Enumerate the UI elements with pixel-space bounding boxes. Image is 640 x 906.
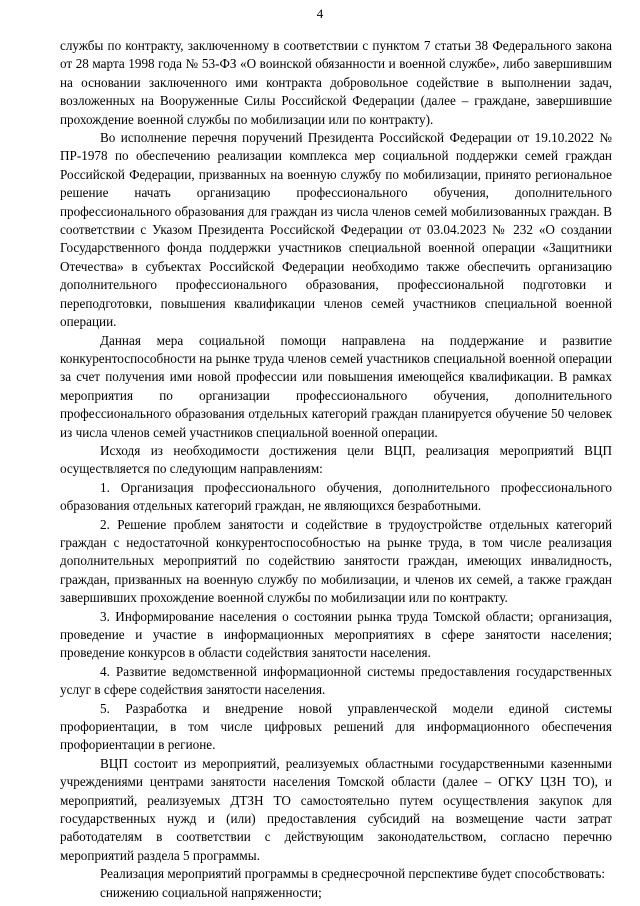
document-body <box>60 37 612 902</box>
list-item-5: 5. Разработка и внедрение новой управленческой модели единой системы профориентации, в том числе цифровых решений для информационного обеспечения профориентации в регионе. <box>60 700 612 753</box>
paragraph-expected-result-1: снижению социальной напряженности; <box>100 884 322 900</box>
paragraph-social-support-measure: Данная мера социальной помощи направлена на поддержание и развитие конкурентоспособности на рынке труда членов семей участников специальной военной операции за счет получения ими новой профессии или повышения имеющейся квалификации. В рамках мероприятия по организации профессионального обучения, дополнительного профессионального образования отдельных категорий граждан планируется обучение 50 человек из числа членов семей участников специальной военной операции. <box>60 332 612 440</box>
paragraph-directions-intro: Исходя из необходимости достижения цели ВЦП, реализация мероприятий ВЦП осуществляется по следующим направлениям: <box>60 442 612 477</box>
list-item-3: 3. Информирование населения о состоянии рынка труда Томской области; организация, проведение и участие в информационных мероприятиях в сфере занятости населения; проведение конкурсов в области содействия занятости населения. <box>60 608 612 661</box>
paragraph-continuation: службы по контракту, заключенному в соответствии с пунктом 7 статьи 38 Федерального закона от 28 марта 1998 года № 53-ФЗ «О воинской обязанности и военной службе», либо завершившим на основании заключенного ими контракта добровольное содействие в выполнении задач, возложенных на Вооруженные Силы Российской Федерации (далее – граждане, завершившие прохождение военной службы по мобилизации или по контракту). <box>60 38 612 127</box>
paragraph-expected-results-intro: Реализация мероприятий программы в среднесрочной перспективе будет способствовать: <box>100 866 606 882</box>
paragraph-presidential-orders: Во исполнение перечня поручений Президента Российской Федерации от 19.10.2022 № ПР-1978 по обеспечению реализации комплекса мер социальной поддержки семей граждан Российской Федерации, призванных на военную службу по мобилизации, принято региональное решение начать организацию профессионального обучения, дополнительного профессионального образования для граждан из числа членов семей мобилизованных граждан. В соответствии с Указом Президента Российской Федерации от 03.04.2023 № 232 «О создании Государственного фонда поддержки участников специальной военной операции «Защитники Отечества» в субъектах Российской Федерации необходимо также обеспечить организацию дополнительного профессионального образования, профессиональной подготовки и переподготовки, повышения квалификации членов семей участников специальной военной операции. <box>60 130 612 330</box>
list-item-2: 2. Решение проблем занятости и содействие в трудоустройстве отдельных категорий граждан с недостаточной конкурентоспособностью на рынке труда, в том числе реализация дополнительных мероприятий по содействию занятости граждан, имеющих инвалидность, граждан, призванных на военную службу по мобилизации, и членов их семей, а также граждан завершивших прохождение военной службы по мобилизации или по контракту. <box>60 516 612 606</box>
list-item-1: 1. Организация профессионального обучения, дополнительного профессионального образования отдельных категорий граждан, не являющихся безработными. <box>60 479 612 514</box>
paragraph-vcp-composition: ВЦП состоит из мероприятий, реализуемых областными государственными казенными учреждениями центрами занятости населения Томской области (далее – ОГКУ ЦЗН ТО), и мероприятий, реализуемых ДТЗН ТО самостоятельно путем осуществления закупок для государственных нужд и (или) предоставления субсидий на возмещение части затрат работодателям в соответствии с действующим законодательством, согласно перечню мероприятий раздела 5 программы. <box>60 755 612 863</box>
list-item-4: 4. Развитие ведомственной информационной системы предоставления государственных услуг в сфере содействия занятости населения. <box>60 663 612 698</box>
page-number: 4 <box>316 6 324 21</box>
